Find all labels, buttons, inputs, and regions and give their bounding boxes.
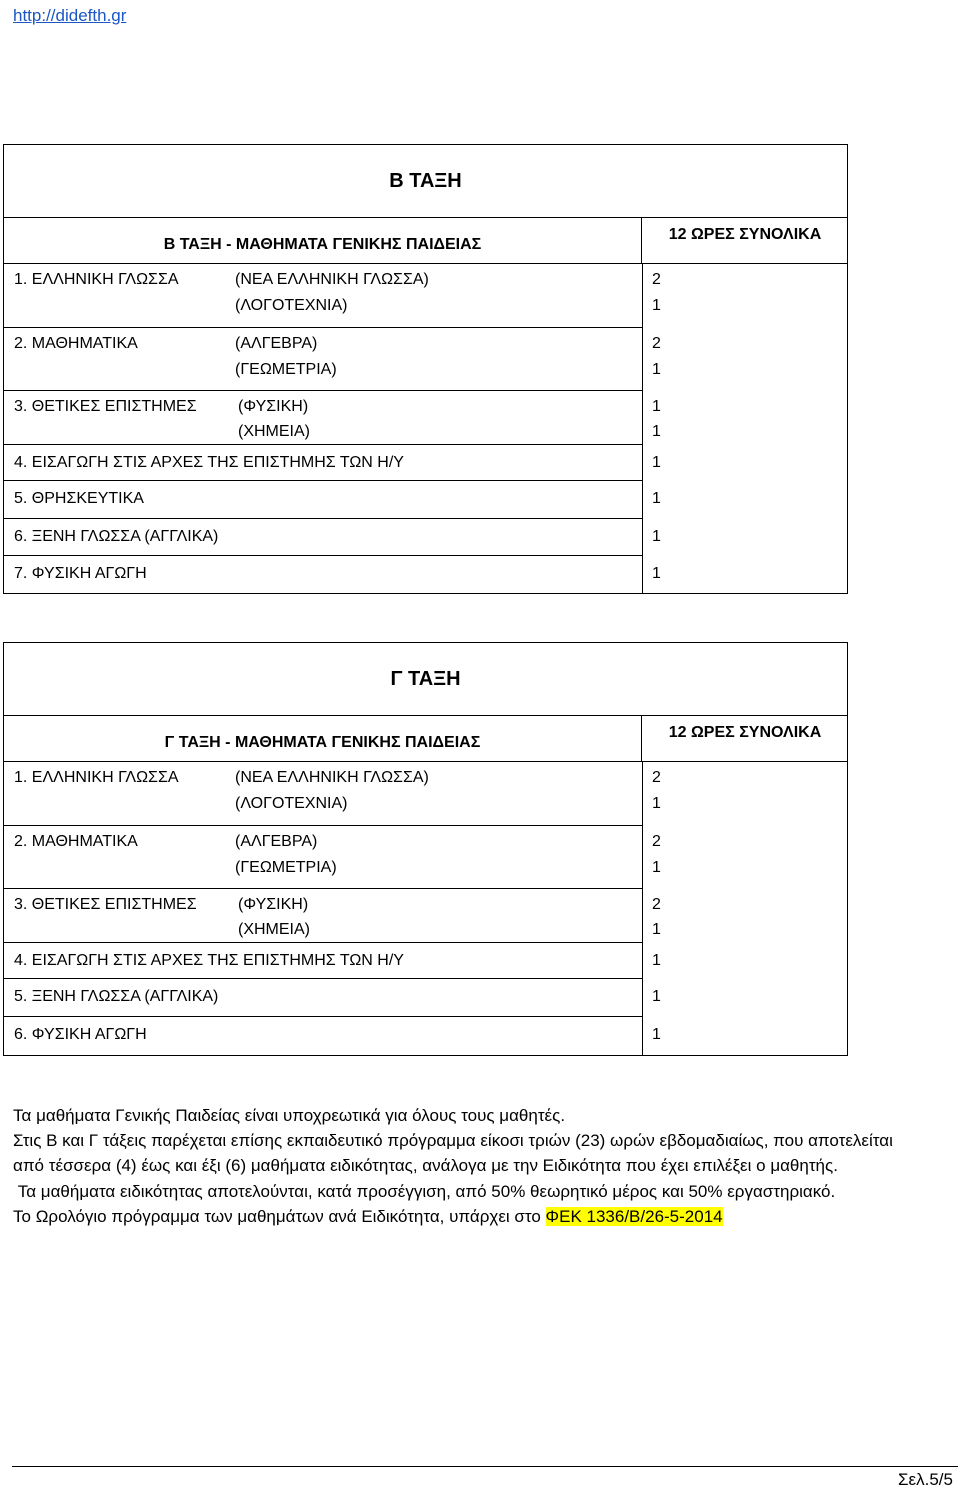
hours-value: 2	[652, 335, 661, 352]
b-class-table	[3, 144, 848, 594]
table-row	[4, 943, 661, 979]
subject-name: 5. ΞΕΝΗ ΓΛΩΣΣΑ (ΑΓΓΛΙΚΑ)	[14, 988, 219, 1005]
notes-section	[13, 1103, 913, 1229]
note-paragraph	[13, 1204, 913, 1229]
table-row	[4, 481, 661, 519]
hours-value: 2	[652, 896, 661, 913]
subject-name: 7. ΦΥΣΙΚΗ ΑΓΩΓΗ	[14, 565, 147, 582]
subject-part: (ΦΥΣΙΚΗ)	[238, 896, 309, 913]
table-row	[4, 391, 661, 445]
table-row	[4, 761, 661, 826]
footer-divider	[12, 1466, 958, 1467]
subject-name: 2. ΜΑΘΗΜΑΤΙΚΑ	[14, 335, 138, 352]
hours-value: 1	[652, 528, 661, 545]
hours-value: 2	[652, 769, 661, 786]
subject-part: (ΓΕΩΜΕΤΡΙΑ)	[235, 859, 337, 876]
b-class-subtitle: Β ΤΑΞΗ - ΜΑΘΗΜΑΤΑ ΓΕΝΙΚΗΣ ΠΑΙΔΕΙΑΣ	[4, 217, 642, 263]
table-row	[4, 445, 661, 481]
hours-value: 1	[652, 297, 661, 314]
table-row	[4, 979, 661, 1017]
hours-value: 1	[652, 795, 661, 812]
hours-value: 1	[652, 490, 661, 507]
subject-name: 4. ΕΙΣΑΓΩΓΗ ΣΤΙΣ ΑΡΧΕΣ ΤΗΣ ΕΠΙΣΤΗΜΗΣ ΤΩΝ Η/Υ	[14, 454, 404, 471]
c-class-subtitle: Γ ΤΑΞΗ - ΜΑΘΗΜΑΤΑ ΓΕΝΙΚΗΣ ΠΑΙΔΕΙΑΣ	[4, 715, 642, 761]
note-text: Το Ωρολόγιο πρόγραμμα των μαθημάτων ανά Ειδικότητα, υπάρχει στο	[13, 1206, 546, 1226]
c-class-total-hours: 12 ΩΡΕΣ ΣΥΝΟΛΙΚΑ	[668, 724, 822, 741]
subject-part: (ΑΛΓΕΒΡΑ)	[235, 335, 318, 352]
subject-name: 3. ΘΕΤΙΚΕΣ ΕΠΙΣΤΗΜΕΣ	[14, 398, 197, 415]
table-row	[4, 826, 661, 889]
hours-value: 1	[652, 454, 661, 471]
subject-part: (ΧΗΜΕΙΑ)	[238, 423, 310, 440]
hours-value: 2	[652, 833, 661, 850]
table-row	[4, 1017, 661, 1055]
subject-part: (ΓΕΩΜΕΤΡΙΑ)	[235, 361, 337, 378]
subject-part: (ΦΥΣΙΚΗ)	[238, 398, 309, 415]
subject-part: (ΝΕΑ ΕΛΛΗΝΙΚΗ ΓΛΩΣΣΑ)	[235, 271, 429, 288]
subject-part: (ΛΟΓΟΤΕΧΝΙΑ)	[235, 795, 348, 812]
table-row	[4, 263, 661, 328]
hours-value: 1	[652, 565, 661, 582]
c-class-title: Γ ΤΑΞΗ	[4, 643, 847, 716]
b-class-total-hours: 12 ΩΡΕΣ ΣΥΝΟΛΙΚΑ	[668, 226, 822, 243]
header-link[interactable]: http://didefth.gr	[13, 6, 127, 25]
subject-part: (ΑΛΓΕΒΡΑ)	[235, 833, 318, 850]
hours-value: 1	[652, 988, 661, 1005]
c-class-table	[3, 642, 848, 1056]
note-paragraph: Τα μαθήματα ειδικότητας αποτελούνται, κατά προσέγγιση, από 50% θεωρητικό μέρος και 50% εργαστηριακό.	[13, 1181, 836, 1201]
hours-value: 1	[652, 1026, 661, 1043]
table-row	[4, 556, 661, 593]
hours-value: 1	[652, 361, 661, 378]
subject-name: 3. ΘΕΤΙΚΕΣ ΕΠΙΣΤΗΜΕΣ	[14, 896, 197, 913]
c-class-header-row	[4, 715, 847, 762]
subject-part: (ΛΟΓΟΤΕΧΝΙΑ)	[235, 297, 348, 314]
subject-name: 6. ΞΕΝΗ ΓΛΩΣΣΑ (ΑΓΓΛΙΚΑ)	[14, 528, 219, 545]
hours-value: 1	[652, 952, 661, 969]
note-paragraph: Στις Β και Γ τάξεις παρέχεται επίσης εκπαιδευτικό πρόγραμμα είκοσι τριών (23) ωρών εβδομαδιαίως, που αποτελείται από τέσσερα (4) έως και έξι (6) μαθήματα ειδικότητας, ανάλογα με την Ειδικότητα που έχει επιλέξει ο μαθητής.	[13, 1131, 893, 1176]
note-paragraph: Τα μαθήματα Γενικής Παιδείας είναι υποχρεωτικά για όλους τους μαθητές.	[13, 1106, 566, 1125]
hours-value: 1	[652, 423, 661, 440]
hours-value: 2	[652, 271, 661, 288]
hours-value: 1	[652, 398, 661, 415]
page-number: Σελ.5/5	[898, 1470, 953, 1489]
subject-part: (ΝΕΑ ΕΛΛΗΝΙΚΗ ΓΛΩΣΣΑ)	[235, 769, 429, 786]
hours-value: 1	[652, 859, 661, 876]
subject-name: 2. ΜΑΘΗΜΑΤΙΚΑ	[14, 833, 138, 850]
subject-name: 4. ΕΙΣΑΓΩΓΗ ΣΤΙΣ ΑΡΧΕΣ ΤΗΣ ΕΠΙΣΤΗΜΗΣ ΤΩΝ Η/Υ	[14, 952, 404, 969]
table-row	[4, 889, 661, 943]
subject-name: 6. ΦΥΣΙΚΗ ΑΓΩΓΗ	[14, 1026, 147, 1043]
table-row	[4, 519, 661, 556]
subject-name: 1. ΕΛΛΗΝΙΚΗ ΓΛΩΣΣΑ	[14, 271, 179, 288]
hours-value: 1	[652, 921, 661, 938]
subject-name: 5. ΘΡΗΣΚΕΥΤΙΚΑ	[14, 490, 144, 507]
table-row	[4, 328, 661, 391]
b-class-header-row	[4, 217, 847, 264]
subject-part: (ΧΗΜΕΙΑ)	[238, 921, 310, 938]
subject-name: 1. ΕΛΛΗΝΙΚΗ ΓΛΩΣΣΑ	[14, 769, 179, 786]
fek-reference-highlight: ΦΕΚ 1336/Β/26-5-2014	[545, 1206, 723, 1226]
b-class-title: Β ΤΑΞΗ	[4, 145, 847, 218]
